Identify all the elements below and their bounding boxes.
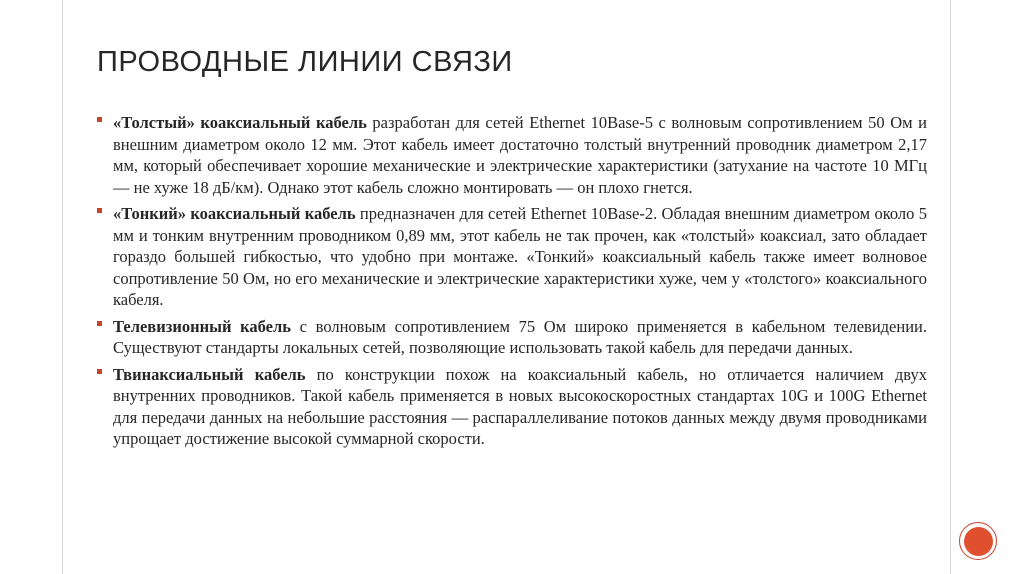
- square-bullet-icon: [97, 321, 102, 326]
- bullet-item-tv-cable: [97, 316, 927, 359]
- bullet-item-thick-coax: [97, 112, 927, 198]
- slide-nav-circle-icon[interactable]: [959, 522, 997, 560]
- slide-content-list: [97, 112, 927, 455]
- bullet-text: с волновым сопротивлением 75 Ом широко применяется в кабельном телевидении. Существуют стандарты локальных сетей, позволяющие использовать такой кабель для передачи данных.: [113, 316, 927, 357]
- bullet-text: по конструкции похож на коаксиальный кабель, но отличается наличием двух внутренних проводников. Такой кабель применяется в новых высокоскоростных стандартах 10G и 100G Ethernet для передачи данных на небольшие расстояния — распараллеливание потоков данных между двумя проводниками упрощает достижение высокой суммарной скорости.: [113, 364, 927, 448]
- bullet-text: разработан для сетей Ethernet 10Base-5 с волновым сопротивлением 50 Ом и внешним диаметром около 12 мм. Этот кабель имеет достаточно толстый внутренний проводник диаметром 2,17 мм, который обеспечивает хорошие механические и электрические характеристики (затухание на частоте 10 МГц — не хуже 18 дБ/км). Однако этот кабель сложно монтировать — он плохо гнется.: [113, 113, 927, 197]
- bullet-item-thin-coax: [97, 203, 927, 311]
- slide-nav-circle-fill: [964, 527, 993, 556]
- bullet-term: Телевизионный кабель: [113, 316, 291, 336]
- square-bullet-icon: [97, 208, 102, 213]
- left-guide-line: [62, 0, 63, 574]
- bullet-term: Твинаксиальный кабель: [113, 364, 306, 384]
- right-guide-line: [950, 0, 951, 574]
- bullet-term: «Тонкий» коаксиальный кабель: [113, 204, 356, 223]
- bullet-item-twinax: [97, 364, 927, 450]
- bullet-term: «Толстый» коаксиальный кабель: [113, 113, 367, 132]
- square-bullet-icon: [97, 117, 102, 122]
- square-bullet-icon: [97, 369, 102, 374]
- bullet-text: предназначен для сетей Ethernet 10Base-2. Обладая внешним диаметром около 5 мм и тонким внутренним проводником 0,89 мм, этот кабель не так прочен, как «толстый» коаксиал, зато обладает гораздо большей гибкостью, что удобно при монтаже. «Тонкий» коаксиальный кабель также имеет волновое сопротивление 50 Ом, но его механические и электрические характеристики хуже, чем у «толстого» коаксиального кабеля.: [113, 204, 927, 309]
- slide-title: ПРОВОДНЫЕ ЛИНИИ СВЯЗИ: [97, 46, 513, 78]
